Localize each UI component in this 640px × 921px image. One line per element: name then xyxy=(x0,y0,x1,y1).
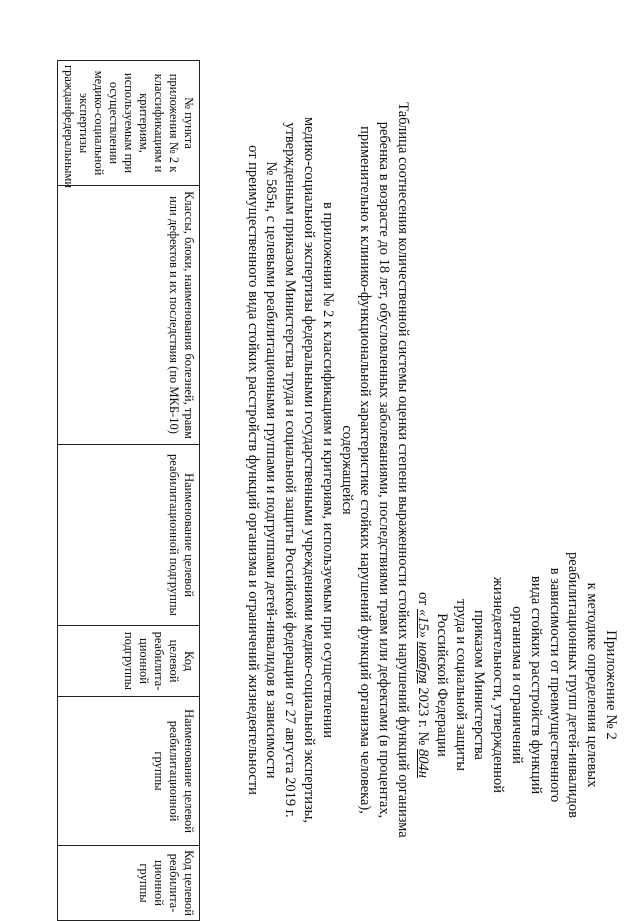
heading-line: ребенка в возрасте до 18 лет, обусловленных заболеваниями, последствиями травм или дефектами (в процентах, xyxy=(376,121,393,819)
header-icd-classes: Классы, блоки, наименования болезней, травм или дефектов и их последствия (по МКБ-10) xyxy=(58,186,200,445)
table-heading xyxy=(243,80,412,860)
table-header-row xyxy=(58,61,200,921)
date-prefix: от xyxy=(415,592,432,606)
appendix-block xyxy=(413,505,620,865)
heading-line: в приложении № 2 к классификациям и критериям, используемым при осуществлении xyxy=(319,202,336,738)
heading-line: медико-социальной экспертизы федеральными государственными учреждениями медико-социальной экспертизы, xyxy=(301,116,318,824)
header-group-name: Наименование целевой реабилитационной группы xyxy=(58,697,200,846)
appendix-line: в зависимости от преимущественного xyxy=(546,567,563,803)
heading-line: утвержденным приказом Министерства труда и социальной защиты Российской федерации от 27 августа 2019 г. xyxy=(282,122,299,818)
date-year-number-prefix: 2023 г. № xyxy=(415,687,432,746)
appendix-line: жизнедеятельности, утвержденной xyxy=(490,576,507,794)
appendix-line: к методике определения целевых xyxy=(584,582,601,788)
heading-line: № 585н, с целевыми реабилитационными группами и подгруппами детей-инвалидов в зависимости xyxy=(263,161,280,779)
heading-line: применительно к клинико-функциональной характеристике стойких нарушений функций организма человека), содержащейся xyxy=(338,126,374,814)
appendix-line: труда и социальной защиты xyxy=(452,599,469,771)
appendix-line: приказом Министерства xyxy=(471,610,488,760)
appendix-line: вида стойких расстройств функций xyxy=(527,575,544,795)
approval-date-line xyxy=(413,505,432,865)
header-item-number: № пункта приложения № 2 к классификациям и критериям, используемым при осуществлении медико-социальной экспертизы гражданфедеральными xyxy=(58,61,200,186)
header-subgroup-name: Наименование целевой реабилитационной подгруппы xyxy=(58,445,200,626)
correspondence-table xyxy=(57,60,200,921)
heading-line: Таблица соотнесения количественной системы оценки степени выраженности стойких нарушений функций организма xyxy=(395,102,411,838)
appendix-line: реабилитационных групп детей-инвалидов xyxy=(565,551,582,819)
header-subgroup-code: Код целевой реабилита-ционной подгруппы xyxy=(58,626,200,697)
date-day: «15» xyxy=(415,609,432,639)
order-number: 804н xyxy=(415,749,432,778)
appendix-line: Российской Федерации xyxy=(433,613,450,757)
heading-line: от преимущественного вида стойких расстройств функций организма и ограничений жизнедеятельности xyxy=(244,145,261,795)
date-month: ноября xyxy=(415,641,432,684)
header-group-code: Код целевой реабилита-ционной группы xyxy=(58,846,200,921)
appendix-title: Приложение № 2 xyxy=(603,630,619,740)
appendix-line: организма и ограничений xyxy=(509,606,526,764)
